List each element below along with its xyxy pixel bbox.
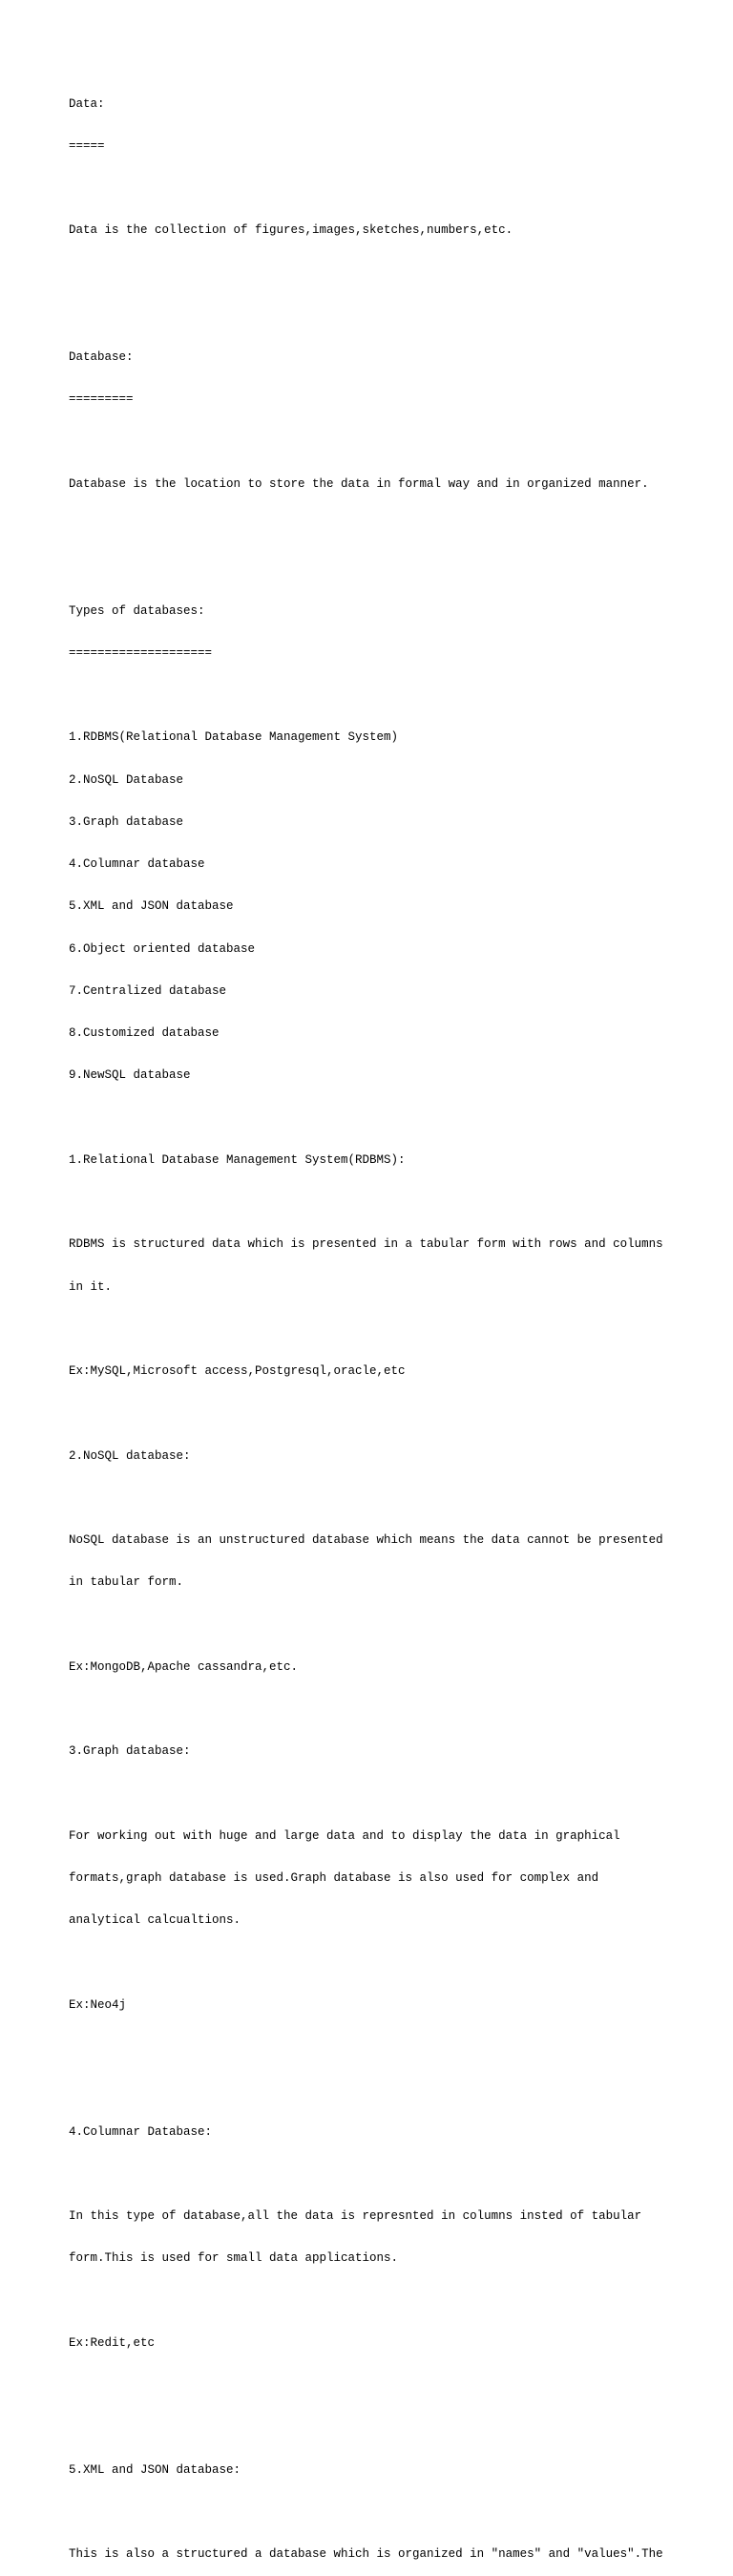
- blank-line: [69, 561, 680, 576]
- blank-line: [69, 2420, 680, 2435]
- blank-line: [69, 2505, 680, 2520]
- blank-line: [69, 1111, 680, 1126]
- columnar-text: form.This is used for small data applications.: [69, 2251, 399, 2266]
- nosql-example: Ex:MongoDB,Apache cassandra,etc.: [69, 1659, 299, 1674]
- types-list-item: 5.XML and JSON database: [69, 899, 234, 914]
- blank-line: [69, 1322, 680, 1337]
- blank-line: [69, 181, 680, 196]
- nosql-text: in tabular form.: [69, 1575, 184, 1590]
- types-list-item: 3.Graph database: [69, 814, 184, 829]
- nosql-heading: 2.NoSQL database:: [69, 1448, 191, 1463]
- blank-line: [69, 2378, 680, 2393]
- types-heading: Types of databases:: [69, 603, 205, 618]
- rdbms-heading: 1.Relational Database Management System(RDBMS):: [69, 1152, 406, 1167]
- types-list-item: 7.Centralized database: [69, 983, 227, 998]
- data-definition: Data is the collection of figures,images,sketches,numbers,etc.: [69, 223, 513, 238]
- blank-line: [69, 1406, 680, 1421]
- blank-line: [69, 1956, 680, 1971]
- types-list-item: 2.NoSQL Database: [69, 772, 184, 787]
- data-underline: =====: [69, 138, 105, 153]
- types-list-item: 9.NewSQL database: [69, 1068, 191, 1083]
- types-list-item: 8.Customized database: [69, 1026, 220, 1040]
- nosql-text: NoSQL database is an unstructured database which means the data cannot be presented: [69, 1533, 663, 1547]
- graph-text: formats,graph database is used.Graph database is also used for complex and: [69, 1871, 599, 1885]
- document-body: [69, 69, 680, 2576]
- blank-line: [69, 2167, 680, 2182]
- columnar-heading: 4.Columnar Database:: [69, 2124, 213, 2139]
- blank-line: [69, 1787, 680, 1802]
- blank-line: [69, 2040, 680, 2055]
- database-definition: Database is the location to store the data in formal way and in organized manner.: [69, 476, 649, 491]
- types-list-item: 6.Object oriented database: [69, 941, 256, 956]
- blank-line: [69, 1491, 680, 1506]
- xml-heading: 5.XML and JSON database:: [69, 2462, 241, 2477]
- blank-line: [69, 308, 680, 323]
- columnar-text: In this type of database,all the data is represnted in columns insted of tabular: [69, 2209, 642, 2223]
- graph-heading: 3.Graph database:: [69, 1744, 191, 1759]
- database-underline: =========: [69, 392, 134, 407]
- blank-line: [69, 435, 680, 450]
- graph-text: analytical calcualtions.: [69, 1913, 241, 1928]
- database-heading: Database:: [69, 350, 134, 364]
- graph-example: Ex:Neo4j: [69, 1997, 127, 2012]
- blank-line: [69, 688, 680, 703]
- blank-line: [69, 519, 680, 534]
- graph-text: For working out with huge and large data and to display the data in graphical: [69, 1828, 620, 1843]
- xml-text: This is also a structured a database which is organized in "names" and "values".The: [69, 2547, 663, 2561]
- rdbms-example: Ex:MySQL,Microsoft access,Postgresql,oracle,etc: [69, 1364, 406, 1378]
- blank-line: [69, 1702, 680, 1717]
- types-list-item: 4.Columnar database: [69, 857, 205, 871]
- blank-line: [69, 2294, 680, 2309]
- columnar-example: Ex:Redit,etc: [69, 2335, 156, 2350]
- blank-line: [69, 2082, 680, 2097]
- blank-line: [69, 266, 680, 281]
- types-list-item: 1.RDBMS(Relational Database Management System): [69, 730, 399, 745]
- blank-line: [69, 1195, 680, 1210]
- types-underline: ====================: [69, 645, 213, 660]
- rdbms-text: in it.: [69, 1279, 113, 1294]
- data-heading: Data:: [69, 96, 105, 111]
- blank-line: [69, 1618, 680, 1633]
- rdbms-text: RDBMS is structured data which is presented in a tabular form with rows and columns: [69, 1237, 663, 1252]
